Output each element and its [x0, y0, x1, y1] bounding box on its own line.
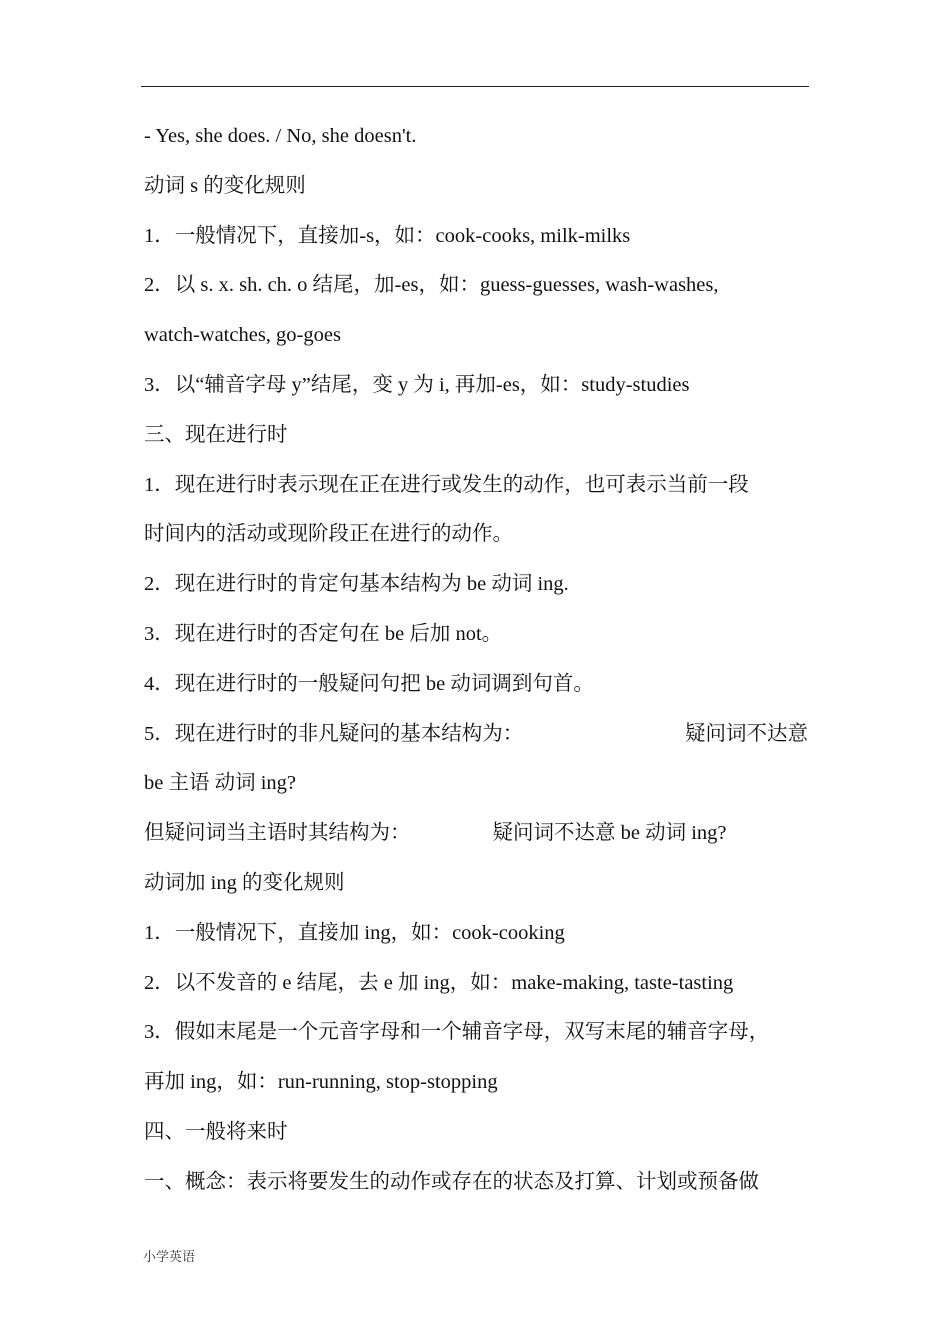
text-line: watch-watches, go-goes [144, 324, 341, 347]
header-rule [141, 86, 809, 87]
section-heading: 三、现在进行时 [144, 423, 288, 446]
text-line: 3．假如末尾是一个元音字母和一个辅音字母，双写末尾的辅音字母， [144, 1021, 770, 1044]
text-line: 2．以 s. x. sh. ch. o 结尾，加-es，如：guess-guesses, wash-washes, [144, 274, 719, 297]
text-line: 1．一般情况下，直接加 ing，如：cook-cooking [144, 921, 565, 944]
document-body [144, 112, 808, 1208]
text-segment: 疑问词不达意 be 动词 ing? [492, 822, 727, 845]
text-line: be 主语 动词 ing? [144, 772, 297, 795]
text-line: 时间内的活动或现阶段正在进行的动作。 [144, 523, 513, 546]
page-footer: 小学英语 [143, 1250, 196, 1265]
section-heading: 四、一般将来时 [144, 1120, 288, 1143]
text-line: 3．现在进行时的否定句在 be 后加 not。 [144, 622, 503, 645]
text-line: 2．以不发音的 e 结尾，去 e 加 ing，如：make-making, taste-tasting [144, 971, 734, 994]
text-line-split [144, 710, 808, 760]
text-segment: 但疑问词当主语时其结构为： [144, 822, 411, 845]
text-line: 2．现在进行时的肯定句基本结构为 be 动词 ing. [144, 573, 569, 596]
section-heading: 动词加 ing 的变化规则 [144, 871, 345, 894]
text-line: 1．一般情况下，直接加-s，如：cook-cooks, milk-milks [144, 224, 631, 247]
text-segment: 疑问词不达意 [685, 722, 808, 745]
text-line: - Yes, she does. / No, she doesn't. [144, 125, 417, 147]
text-line: 一、概念：表示将要发生的动作或存在的状态及打算、计划或预备做 [144, 1170, 759, 1193]
text-line: 3．以“辅音字母 y”结尾，变 y 为 i, 再加-es，如：study-studies [144, 373, 690, 396]
section-heading: 动词 s 的变化规则 [144, 174, 306, 197]
text-line-split [144, 809, 808, 859]
text-line: 1．现在进行时表示现在正在进行或发生的动作，也可表示当前一段 [144, 473, 749, 496]
text-line: 4．现在进行时的一般疑问句把 be 动词调到句首。 [144, 672, 594, 695]
text-line: 再加 ing，如：run-running, stop-stopping [144, 1071, 498, 1094]
text-segment: 5．现在进行时的非凡疑问的基本结构为： [144, 722, 524, 745]
